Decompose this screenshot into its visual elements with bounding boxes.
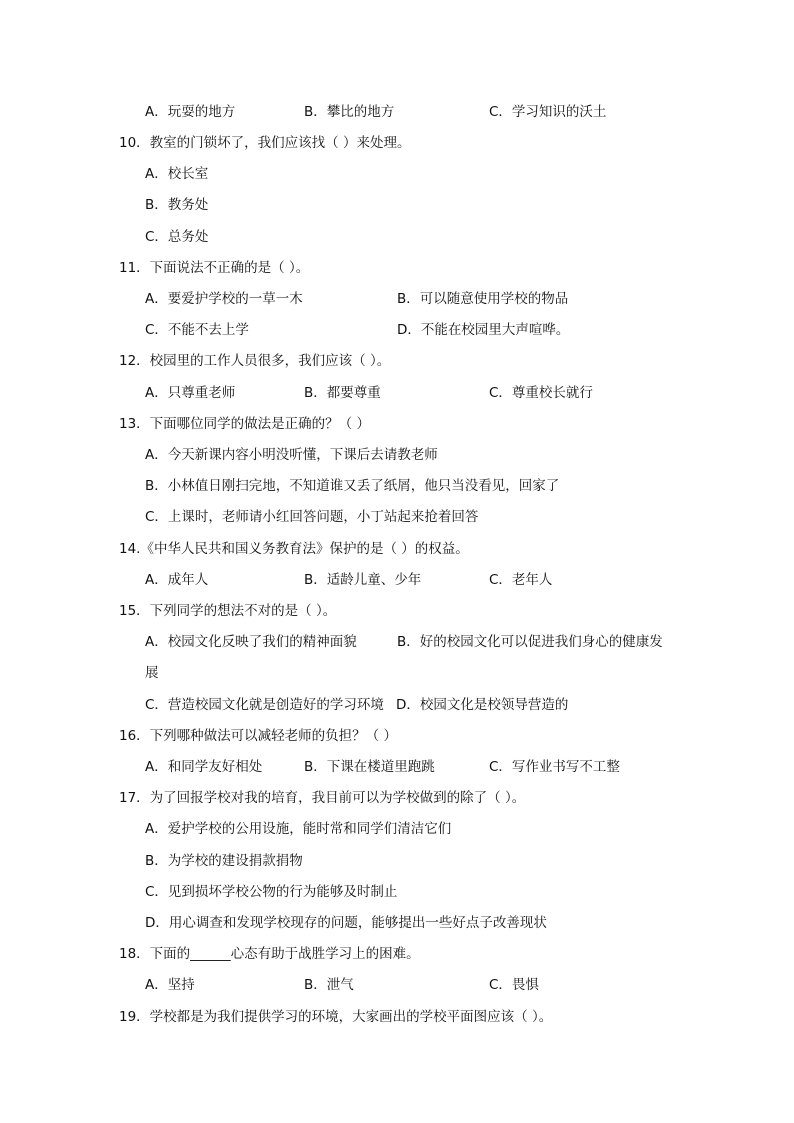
q18-option-b: B．泄气: [304, 977, 354, 993]
q11-stem: 11．下面说法不正确的是（ ）。: [119, 260, 310, 276]
q16-option-a: A．和同学友好相处: [145, 759, 263, 775]
q18-option-c: C．畏惧: [489, 977, 539, 993]
q13-option-c: C．上课时，老师请小红回答问题，小丁站起来抢着回答: [145, 509, 479, 525]
q19-stem: 19．学校都是为我们提供学习的环境，大家画出的学校平面图应该（ ）。: [119, 1009, 553, 1025]
q14-stem: 14.《中华人民共和国义务教育法》保护的是（ ）的权益。: [119, 541, 469, 557]
q12-option-a: A．只尊重老师: [145, 385, 236, 401]
q15-option-b-continued: 展: [145, 665, 159, 681]
q10-option-a: A．校长室: [145, 166, 209, 182]
q18-option-a: A．坚持: [145, 977, 195, 993]
q9-option-a: A．玩耍的地方: [145, 104, 236, 120]
q14-option-b: B．适龄儿童、少年: [304, 572, 422, 588]
q12-stem: 12．校园里的工作人员很多，我们应该（ ）。: [119, 353, 391, 369]
q16-stem: 16．下列哪种做法可以减轻老师的负担？（ ）: [119, 728, 397, 744]
q17-option-d: D．用心调查和发现学校现存的问题，能够提出一些好点子改善现状: [145, 915, 547, 931]
q17-option-c: C．见到损坏学校公物的行为能够及时制止: [145, 884, 398, 900]
q9-option-c: C．学习知识的沃土: [489, 104, 607, 120]
q17-option-b: B．为学校的建设捐款捐物: [145, 853, 303, 869]
q13-stem: 13．下面哪位同学的做法是正确的？（ ）: [119, 416, 370, 432]
q11-option-d: D．不能在校园里大声喧哗。: [397, 322, 570, 338]
q14-option-a: A．成年人: [145, 572, 209, 588]
q15-option-b: B．好的校园文化可以促进我们身心的健康发: [397, 634, 663, 650]
q15-option-c: C．营造校园文化就是创造好的学习环境: [145, 697, 384, 713]
q15-option-d: D．校园文化是校领导营造的: [396, 697, 569, 713]
q15-stem: 15．下列同学的想法不对的是（ ）。: [119, 603, 337, 619]
q14-option-c: C．老年人: [489, 572, 553, 588]
q12-option-b: B．都要尊重: [304, 385, 381, 401]
q13-option-a: A．今天新课内容小明没听懂，下课后去请教老师: [145, 447, 438, 463]
q10-stem: 10．教室的门锁坏了，我们应该找（ ）来处理。: [119, 135, 411, 151]
q15-option-a: A．校园文化反映了我们的精神面貌: [145, 634, 357, 650]
q11-option-c: C．不能不去上学: [145, 322, 249, 338]
q16-option-c: C．写作业书写不工整: [489, 759, 620, 775]
q10-option-b: B．教务处: [145, 197, 209, 213]
q12-option-c: C．尊重校长就行: [489, 385, 593, 401]
q10-option-c: C．总务处: [145, 229, 209, 245]
q9-option-b: B．攀比的地方: [304, 104, 395, 120]
q11-option-a: A．要爱护学校的一草一木: [145, 291, 303, 307]
q17-stem: 17．为了回报学校对我的培育，我目前可以为学校做到的除了（ ）。: [119, 790, 526, 806]
q17-option-a: A．爱护学校的公用设施，能时常和同学们清洁它们: [145, 821, 452, 837]
q11-option-b: B．可以随意使用学校的物品: [397, 291, 569, 307]
q13-option-b: B．小林值日刚扫完地，不知道谁又丢了纸屑，他只当没看见，回家了: [145, 478, 560, 494]
q18-stem: 18．下面的______心态有助于战胜学习上的困难。: [119, 946, 420, 962]
q16-option-b: B．下课在楼道里跑跳: [304, 759, 435, 775]
